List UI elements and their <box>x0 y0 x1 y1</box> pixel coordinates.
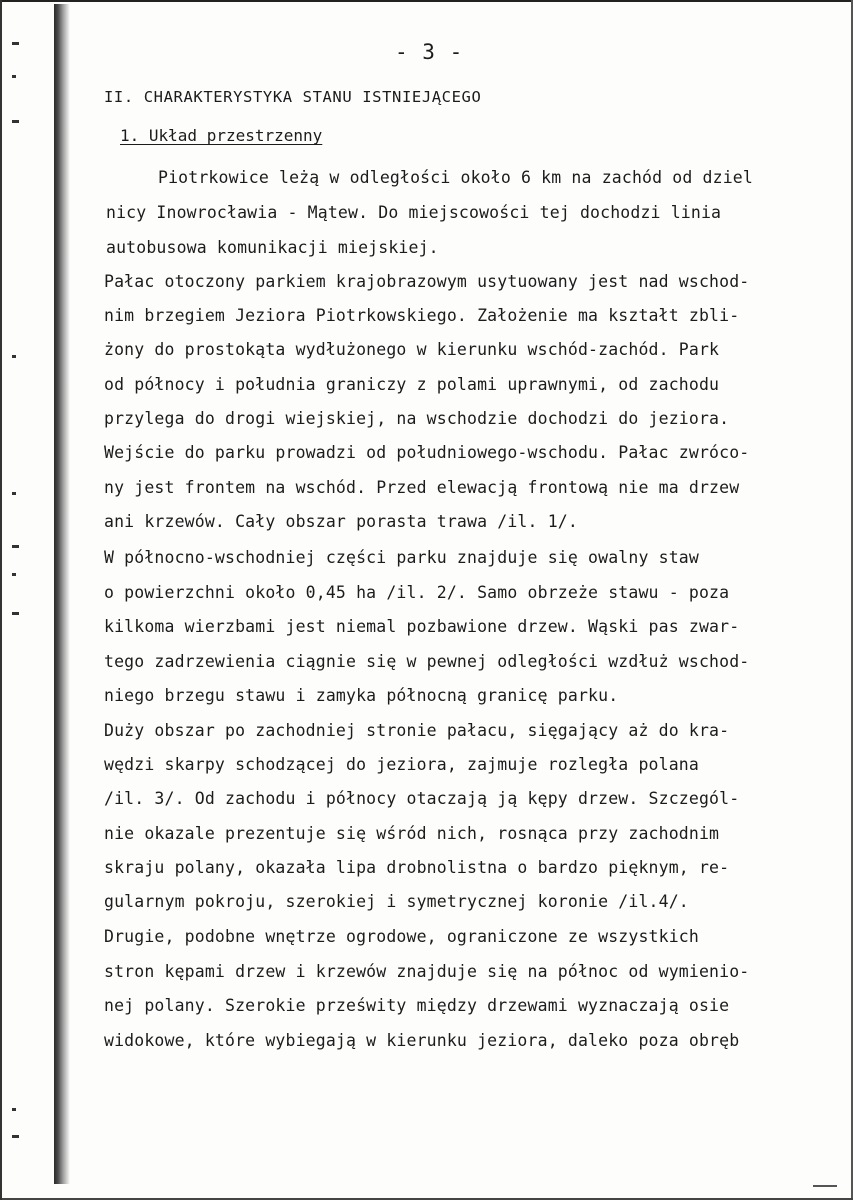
text-line: od północy i południa graniczy z polami uprawnymi, od zachodu <box>104 375 720 394</box>
margin-mark <box>12 545 19 548</box>
section-heading: II. CHARAKTERYSTYKA STANU ISTNIEJĄCEGO <box>104 88 482 106</box>
margin-mark <box>12 120 19 123</box>
text-line: autobusowa komunikacji miejskiej. <box>106 238 439 257</box>
scan-border-left <box>0 0 2 1200</box>
scan-border-top <box>0 0 853 2</box>
margin-mark <box>12 492 16 495</box>
text-line: widokowe, które wybiegają w kierunku jeziora, daleko poza obręb <box>104 1031 740 1050</box>
margin-mark <box>12 612 19 615</box>
text-line: Duży obszar po zachodniej stronie pałacu, sięgający aż do kra- <box>104 721 730 740</box>
text-line: o powierzchni około 0,45 ha /il. 2/. Samo obrzeże stawu - poza <box>104 583 730 602</box>
margin-mark <box>12 355 16 358</box>
margin-mark <box>12 573 16 576</box>
text-line: tego zadrzewienia ciągnie się w pewnej odległości wzdłuż wschod- <box>104 652 750 671</box>
scan-mark <box>813 1185 837 1187</box>
text-line: Pałac otoczony parkiem krajobrazowym usytuowany jest nad wschod- <box>104 272 750 291</box>
text-line: kilkoma wierzbami jest niemal pozbawione drzew. Wąski pas zwar- <box>104 617 740 636</box>
margin-mark <box>12 1108 16 1111</box>
binding-shadow <box>54 4 70 1184</box>
margin-mark <box>12 75 16 78</box>
text-line: nicy Inowrocławia - Mątew. Do miejscowości tej dochodzi linia <box>106 203 722 222</box>
text-line: żony do prostokąta wydłużonego w kierunku wschód-zachód. Park <box>104 340 720 359</box>
text-line: nej polany. Szerokie prześwity między drzewami wyznaczają osie <box>104 996 730 1015</box>
text-line: wędzi skarpy schodzącej do jeziora, zajmuje rozległa polana <box>104 755 699 774</box>
text-line: ani krzewów. Cały obszar porasta trawa /il. 1/. <box>104 512 578 531</box>
text-line: stron kępami drzew i krzewów znajduje się na północ od wymienio- <box>104 962 750 981</box>
margin-mark <box>12 42 19 45</box>
text-line: /il. 3/. Od zachodu i północy otaczają ją kępy drzew. Szczegól- <box>104 789 740 808</box>
text-line: Drugie, podobne wnętrze ogrodowe, ograniczone ze wszystkich <box>104 927 699 946</box>
text-line: gularnym pokroju, szerokiej i symetrycznej koronie /il.4/. <box>104 892 689 911</box>
text-line: nim brzegiem Jeziora Piotrkowskiego. Założenie ma kształt zbli- <box>104 306 740 325</box>
text-line: przylega do drogi wiejskiej, na wschodzie dochodzi do jeziora. <box>104 409 730 428</box>
text-line: skraju polany, okazała lipa drobnolistna o bardzo pięknym, re- <box>104 858 730 877</box>
page-number: - 3 - <box>395 40 464 64</box>
text-line: Piotrkowice leżą w odległości około 6 km na zachód od dziel <box>158 168 753 187</box>
text-line: nie okazale prezentuje się wśród nich, rosnąca przy zachodnim <box>104 824 720 843</box>
text-line: Wejście do parku prowadzi od południowego-wschodu. Pałac zwróco- <box>104 443 750 462</box>
margin-mark <box>12 1135 19 1138</box>
subsection-heading: 1. Układ przestrzenny <box>120 126 323 145</box>
text-line: W północno-wschodniej części parku znajduje się owalny staw <box>104 548 699 567</box>
text-line: niego brzegu stawu i zamyka północną granicę parku. <box>104 686 619 705</box>
text-line: ny jest frontem na wschód. Przed elewacją frontową nie ma drzew <box>104 478 740 497</box>
